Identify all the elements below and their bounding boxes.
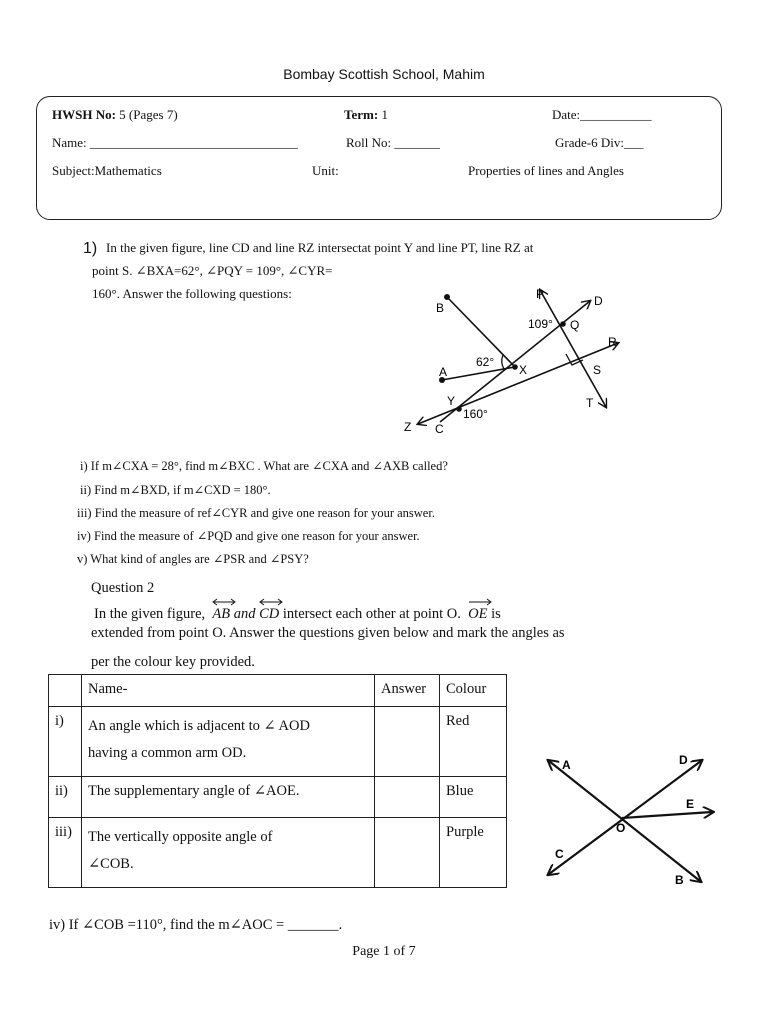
roll-field: Roll No: _______ (346, 135, 440, 150)
term-field: Term: 1 (344, 107, 388, 122)
label-b: B (436, 301, 445, 315)
question-2-title: Question 2 (91, 580, 155, 596)
question-1-text-line3: 160°. Answer the following questions: (92, 286, 292, 301)
subject-field: Subject:Mathematics (52, 163, 162, 178)
question-1-figure (395, 278, 635, 440)
row-colour: Purple (440, 818, 507, 888)
label-x: X (519, 363, 528, 377)
row-number: iii) (49, 818, 82, 888)
angle-arc-bxa (502, 355, 504, 369)
row-name: The vertically opposite angle of ∠COB. (82, 818, 375, 888)
hwsh-field: HWSH No: 5 (Pages 7) (52, 107, 178, 122)
question-1-text-line2: point S. ∠BXA=62°, ∠PQY = 109°, ∠CYR= (92, 263, 333, 278)
label-c: C (555, 847, 564, 861)
grade-field: Grade-6 Div:___ (555, 135, 644, 150)
vector-ab: AB (212, 606, 230, 623)
row-colour: Blue (440, 777, 507, 818)
ray-oe (622, 812, 712, 818)
line-rz (418, 343, 618, 424)
point-x (512, 364, 518, 370)
school-name: Bombay Scottish School, Mahim (283, 66, 485, 82)
table-header-cell: Colour (440, 675, 507, 707)
q1-sub-iii: iii) Find the measure of ref∠CYR and give one reason for your answer. (77, 506, 435, 520)
point-q (560, 321, 566, 327)
label-s: S (593, 363, 602, 377)
question-1-number: 1) (83, 240, 98, 257)
vector-cd: CD (259, 606, 279, 623)
q1-sub-iv: iv) Find the measure of ∠PQD and give one reason for your answer. (77, 529, 420, 543)
table-row (49, 777, 507, 818)
angle-cyr: 160° (463, 407, 488, 421)
label-e: E (686, 797, 695, 811)
row-name: The supplementary angle of ∠AOE. (82, 777, 375, 818)
label-d: D (679, 753, 688, 767)
point-y (456, 406, 462, 412)
label-q: Q (570, 318, 580, 332)
unit-label: Unit: (312, 163, 339, 178)
row-number: i) (49, 707, 82, 777)
table-header-cell: Answer (375, 675, 440, 707)
q1-sub-v: v) What kind of angles are ∠PSR and ∠PSY? (77, 552, 309, 566)
label-b: B (675, 873, 684, 887)
q1-sub-ii: ii) Find m∠BXD, if m∠CXD = 180°. (80, 483, 271, 497)
q1-sub-i: i) If m∠CXA = 28°, find m∠BXC . What are ∠CXA and ∠AXB called? (80, 459, 448, 473)
date-field: Date:___________ (552, 107, 652, 122)
row-answer[interactable] (375, 707, 440, 777)
colour-key-table (48, 674, 507, 888)
row-name: An angle which is adjacent to ∠ AOD having a common arm OD. (82, 707, 375, 777)
table-header-row (49, 675, 507, 707)
row-answer[interactable] (375, 777, 440, 818)
label-d: D (594, 294, 603, 308)
row-colour: Red (440, 707, 507, 777)
table-row (49, 707, 507, 777)
question-2-line3: per the colour key provided. (91, 654, 255, 670)
label-r: R (608, 335, 617, 349)
label-p: P (536, 287, 545, 301)
angle-bxa: 62° (476, 355, 495, 369)
page-number: Page 1 of 7 (352, 944, 416, 959)
question-2-iv: iv) If ∠COB =110°, find the m∠AOC = _______. (49, 917, 343, 933)
label-c: C (435, 422, 444, 436)
unit-value: Properties of lines and Angles (468, 163, 624, 178)
line-cd (440, 301, 590, 422)
table-header-cell (49, 675, 82, 707)
point-b (444, 294, 450, 300)
question-2-intro: In the given figure, AB and CD intersect each other at point O. OE is (94, 606, 501, 623)
label-z: Z (404, 420, 412, 434)
name-field: Name: ________________________________ (52, 135, 298, 150)
label-a: A (439, 365, 448, 379)
vector-oe: OE (468, 606, 487, 623)
label-y: Y (447, 394, 456, 408)
question-1-text-line1: In the given figure, line CD and line RZ intersectat point Y and line PT, line RZ at (106, 240, 534, 255)
label-t: T (586, 396, 594, 410)
question-2-line2: extended from point O. Answer the questions given below and mark the angles as (91, 625, 565, 641)
question-2-figure (540, 748, 720, 890)
angle-pqy: 109° (528, 317, 553, 331)
label-a: A (562, 758, 571, 772)
table-row (49, 818, 507, 888)
label-o: O (616, 821, 626, 835)
table-header-cell: Name- (82, 675, 375, 707)
row-answer[interactable] (375, 818, 440, 888)
row-number: ii) (49, 777, 82, 818)
